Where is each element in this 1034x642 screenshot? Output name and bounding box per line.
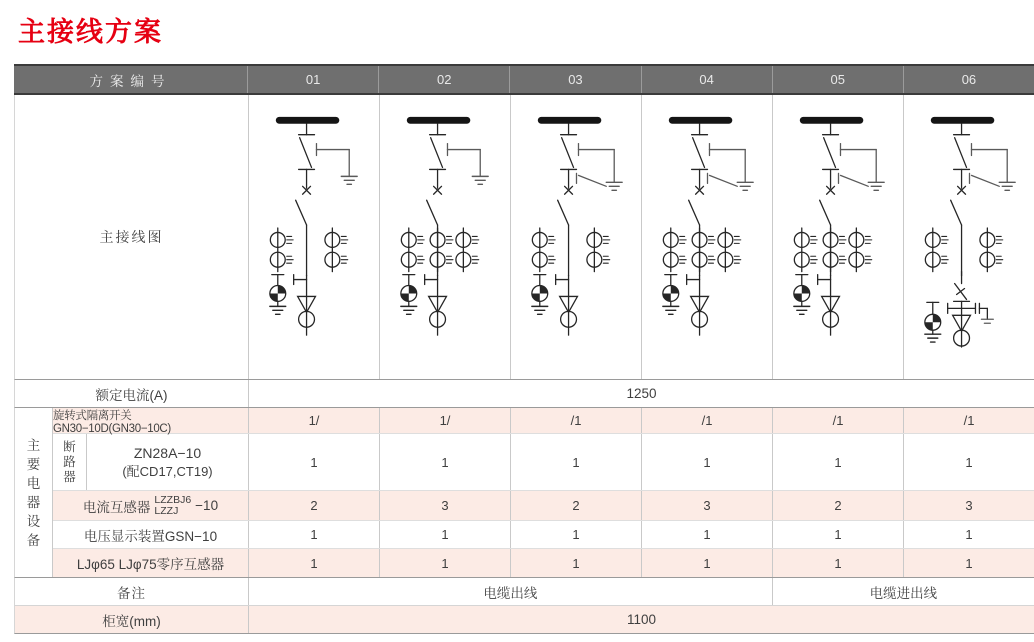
zero-sequence-ct-branch: [796, 275, 831, 286]
equipment-group-label-char: 设: [26, 513, 41, 529]
breaker-qty-scheme-03: 1: [510, 434, 641, 490]
earthing-switch-icon: [707, 144, 753, 191]
disconnector-qty-scheme-05: /1: [772, 408, 903, 433]
header-scheme-cells: [247, 66, 1034, 93]
zero-sequence-ct-branch: [403, 275, 438, 286]
current-transformer-qty-scheme-01: 2: [248, 491, 379, 520]
single-line-diagram: [642, 95, 772, 379]
ct-icon: [401, 228, 424, 272]
ground-icon: [401, 301, 417, 314]
zero-sequence-ct-qty-scheme-01: 1: [248, 549, 379, 577]
earthing-switch-icon: [838, 144, 884, 191]
scheme-number-02: 02: [378, 66, 509, 93]
scheme-number-01: 01: [247, 66, 378, 93]
rated-current-row: [14, 380, 1034, 408]
equipment-group-label-char: 器: [26, 494, 41, 510]
earthing-switch-icon: [969, 144, 1015, 191]
earthing-switch-icon: [962, 303, 994, 323]
zero-sequence-ct-branch: [927, 302, 962, 314]
ct-icon: [925, 228, 948, 272]
single-line-diagram: [380, 95, 510, 379]
equipment-row-voltage-indicator: [53, 521, 1034, 549]
zero-sequence-ct-qty-scheme-05: 1: [772, 549, 903, 577]
busbar-icon: [931, 117, 995, 124]
ground-icon: [794, 301, 810, 314]
single-line-diagram: [904, 95, 1034, 379]
equipment-row-disconnector: [53, 408, 1034, 434]
ct-icon: [532, 228, 555, 272]
breaker-qty-scheme-05: 1: [772, 434, 903, 490]
single-line-diagram: [511, 95, 641, 379]
current-transformer-qty-scheme-03: 2: [510, 491, 641, 520]
ct-icon: [430, 228, 453, 272]
current-transformer-label: 电流互感器 LZZBJ6 LZZJ −10: [82, 494, 219, 517]
disconnector-icon: [431, 138, 443, 168]
zero-sequence-ct-icon: [532, 286, 548, 302]
remark-row: [14, 578, 1034, 606]
earthing-switch-icon: [576, 144, 622, 191]
diagram-cells: [248, 95, 1034, 379]
disconnector-icon: [558, 200, 569, 225]
scheme-number-06: 06: [903, 66, 1034, 93]
table-header-row: [14, 64, 1034, 95]
ground-icon: [663, 301, 679, 314]
disconnector-icon: [693, 138, 705, 168]
zero-sequence-ct-qty-scheme-06: 1: [903, 549, 1034, 577]
disconnector-icon: [689, 200, 700, 225]
zero-sequence-ct-icon: [925, 314, 941, 330]
disconnector-icon: [820, 200, 831, 225]
zero-sequence-ct-label: LJφ65 LJφ75零序互感器: [76, 557, 225, 572]
zero-sequence-ct-branch: [272, 275, 307, 286]
ct-icon: [849, 228, 872, 272]
zero-sequence-ct-qty-scheme-03: 1: [510, 549, 641, 577]
rated-current-value: 1250: [248, 380, 1034, 407]
busbar-icon: [276, 117, 340, 124]
zero-sequence-ct-branch: [665, 275, 700, 286]
equipment-group-label-char: 主: [26, 437, 41, 453]
zero-sequence-ct-branch: [534, 275, 569, 286]
current-transformer-qty-scheme-05: 2: [772, 491, 903, 520]
cabinet-width-label: 柜宽(mm): [102, 613, 161, 629]
voltage-indicator-label: 电压显示装置GSN−10: [83, 528, 218, 544]
single-line-diagram: [249, 95, 379, 379]
breaker-qty-scheme-04: 1: [641, 434, 772, 490]
busbar-icon: [538, 117, 602, 124]
disconnector-icon: [427, 200, 438, 225]
disconnector-icon: [824, 138, 836, 168]
remark-cells: [248, 578, 1034, 605]
zero-sequence-ct-icon: [794, 286, 810, 302]
disconnector-icon: [296, 200, 307, 225]
ground-icon: [270, 301, 286, 314]
equipment-group-label-char: 要: [26, 456, 41, 472]
cabinet-width-value: 1100: [248, 606, 1034, 633]
scheme-diagram-05: [772, 95, 903, 379]
disconnector-icon: [951, 200, 962, 225]
page-title: 主接线方案: [18, 17, 163, 47]
disconnector-label: 旋转式隔离开关GN30−10D(GN30−10C): [53, 409, 171, 435]
equipment-row-current-transformer: [53, 491, 1034, 521]
voltage-indicator-qty-scheme-01: 1: [248, 521, 379, 548]
single-line-diagram: [773, 95, 903, 379]
disconnector-qty-scheme-03: /1: [510, 408, 641, 433]
disconnector-qty-scheme-01: 1/: [248, 408, 379, 433]
voltage-indicator-qty-scheme-02: 1: [379, 521, 510, 548]
outgoing-disconnector-icon: [954, 284, 970, 302]
equipment-group-label: [15, 408, 53, 577]
breaker-qty-scheme-06: 1: [903, 434, 1034, 490]
remark-value-2: 电缆进出线: [772, 578, 1034, 605]
scheme-number-04: 04: [641, 66, 772, 93]
ct-icon: [270, 228, 293, 272]
ct-icon: [823, 228, 846, 272]
scheme-diagram-03: [510, 95, 641, 379]
busbar-icon: [800, 117, 864, 124]
cabinet-width-row: [14, 606, 1034, 634]
zero-sequence-ct-icon: [401, 286, 417, 302]
current-transformer-qty-scheme-04: 3: [641, 491, 772, 520]
remark-value-1: 电缆出线: [248, 578, 772, 605]
scheme-number-05: 05: [772, 66, 903, 93]
scheme-diagram-01: [248, 95, 379, 379]
zero-sequence-ct-qty-scheme-04: 1: [641, 549, 772, 577]
disconnector-icon: [562, 138, 574, 168]
equipment-group-label-char: 电: [26, 475, 41, 491]
equipment-row-breaker: [53, 434, 1034, 491]
breaker-qty-scheme-02: 1: [379, 434, 510, 490]
equipment-block: [14, 408, 1034, 578]
ct-icon: [794, 228, 817, 272]
busbar-icon: [407, 117, 471, 124]
busbar-icon: [669, 117, 733, 124]
disconnector-qty-scheme-02: 1/: [379, 408, 510, 433]
diagram-row-label: 主接线图: [99, 229, 164, 245]
zero-sequence-ct-icon: [663, 286, 679, 302]
equipment-row-zero-sequence-ct: [53, 549, 1034, 577]
voltage-indicator-qty-scheme-06: 1: [903, 521, 1034, 548]
diagram-row: [14, 95, 1034, 380]
equipment-group-label-char: 备: [26, 532, 41, 548]
breaker-vertical-label: 断 路 器: [53, 434, 87, 490]
ct-icon: [718, 228, 741, 272]
earthing-switch-icon: [447, 144, 488, 185]
scheme-diagram-04: [641, 95, 772, 379]
rated-current-label: 额定电流(A): [95, 387, 168, 403]
ct-icon: [692, 228, 715, 272]
ct-icon: [456, 228, 479, 272]
earthing-switch-icon: [316, 144, 357, 185]
ct-icon: [325, 228, 348, 272]
ct-icon: [980, 228, 1003, 272]
voltage-indicator-qty-scheme-04: 1: [641, 521, 772, 548]
remark-label: 备注: [117, 585, 146, 601]
ct-icon: [587, 228, 610, 272]
voltage-indicator-qty-scheme-05: 1: [772, 521, 903, 548]
ct-icon: [663, 228, 686, 272]
scheme-table: [14, 64, 1034, 634]
current-transformer-qty-scheme-06: 3: [903, 491, 1034, 520]
disconnector-icon: [955, 138, 967, 168]
current-transformer-qty-scheme-02: 3: [379, 491, 510, 520]
zero-sequence-ct-qty-scheme-02: 1: [379, 549, 510, 577]
equipment-rows: [53, 408, 1034, 577]
disconnector-qty-scheme-04: /1: [641, 408, 772, 433]
breaker-qty-scheme-01: 1: [248, 434, 379, 490]
breaker-model-label: ZN28A−10 (配CD17,CT19): [122, 444, 213, 479]
disconnector-icon: [300, 138, 312, 168]
header-scheme-number-label: 方案编号: [89, 73, 172, 89]
scheme-diagram-06: [903, 95, 1034, 379]
scheme-number-03: 03: [509, 66, 640, 93]
voltage-indicator-qty-scheme-03: 1: [510, 521, 641, 548]
scheme-diagram-02: [379, 95, 510, 379]
ground-icon: [532, 301, 548, 314]
ground-icon: [925, 330, 941, 342]
zero-sequence-ct-icon: [270, 286, 286, 302]
disconnector-qty-scheme-06: /1: [903, 408, 1034, 433]
